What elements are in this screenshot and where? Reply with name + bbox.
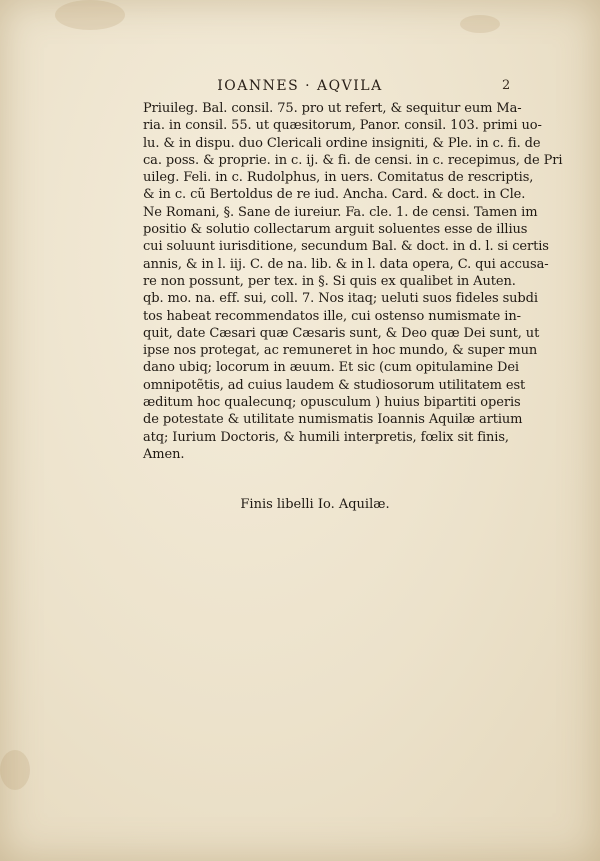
text-line: dano ubiq; locorum in æuum. Et sic (cum opitulamine Dei <box>143 360 519 376</box>
text-line: quit, date Cæsari quæ Cæsaris sunt, & Deo quæ Dei sunt, ut <box>143 325 540 341</box>
body-text <box>143 100 562 463</box>
text-line: omnipotẽtis, ad cuius laudem & studiosorum utilitatem est <box>143 377 526 393</box>
text-line: ca. poss. & proprie. in c. ij. & fi. de censi. in c. recepimus, de Pri <box>143 152 563 168</box>
text-line: ria. in consil. 55. ut quæsitorum, Panor. consil. 103. primi uo- <box>143 118 542 134</box>
text-line: cui soluunt iurisditione, secundum Bal. & doct. in d. l. si certis <box>143 239 549 255</box>
text-line: & in c. cũ Bertoldus de re iud. Ancha. Card. & doct. in Cle. <box>143 187 526 203</box>
text-line: de potestate & utilitate numismatis Ioannis Aquilæ artium <box>143 412 523 428</box>
text-line: Priuileg. Bal. consil. 75. pro ut refert, & sequitur eum Ma- <box>143 101 522 116</box>
paper-stain <box>55 0 125 30</box>
folio-number: 2 <box>502 78 511 93</box>
text-line: atq; Iurium Doctoris, & humili interpretis, fœlix sit finis, <box>143 429 509 445</box>
explicit-colophon: Finis libelli Io. Aquilæ. <box>240 497 390 512</box>
text-line: uileg. Feli. in c. Rudolphus, in uers. Comitatus de rescriptis, <box>143 170 534 186</box>
text-line: re non possunt, per tex. in §. Si quis ex qualibet in Auten. <box>143 273 516 289</box>
text-line: ipse nos protegat, ac remuneret in hoc mundo, & super mun <box>143 343 538 359</box>
text-line: æditum hoc qualecunq; opusculum ) huius bipartiti operis <box>143 395 521 411</box>
running-head: IOANNES · AQVILA <box>217 78 383 94</box>
paper-stain <box>460 15 500 33</box>
text-line: Amen. <box>143 446 185 462</box>
text-line: annis, & in l. iij. C. de na. lib. & in l. data opera, C. qui accusa- <box>143 256 549 272</box>
text-line: positio & solutio collectarum arguit soluentes esse de illius <box>143 222 528 238</box>
text-line: qb. mo. na. eff. sui, coll. 7. Nos itaq; ueluti suos fideles subdi <box>143 291 538 307</box>
text-line: Ne Romani, §. Sane de iureiur. Fa. cle. 1. de censi. Tamen im <box>143 204 538 220</box>
text-line: lu. & in dispu. duo Clericali ordine insigniti, & Ple. in c. fi. de <box>143 135 541 151</box>
text-line: tos habeat recommendatos ille, cui ostenso numismate in- <box>143 308 521 324</box>
paper-stain <box>0 750 30 790</box>
